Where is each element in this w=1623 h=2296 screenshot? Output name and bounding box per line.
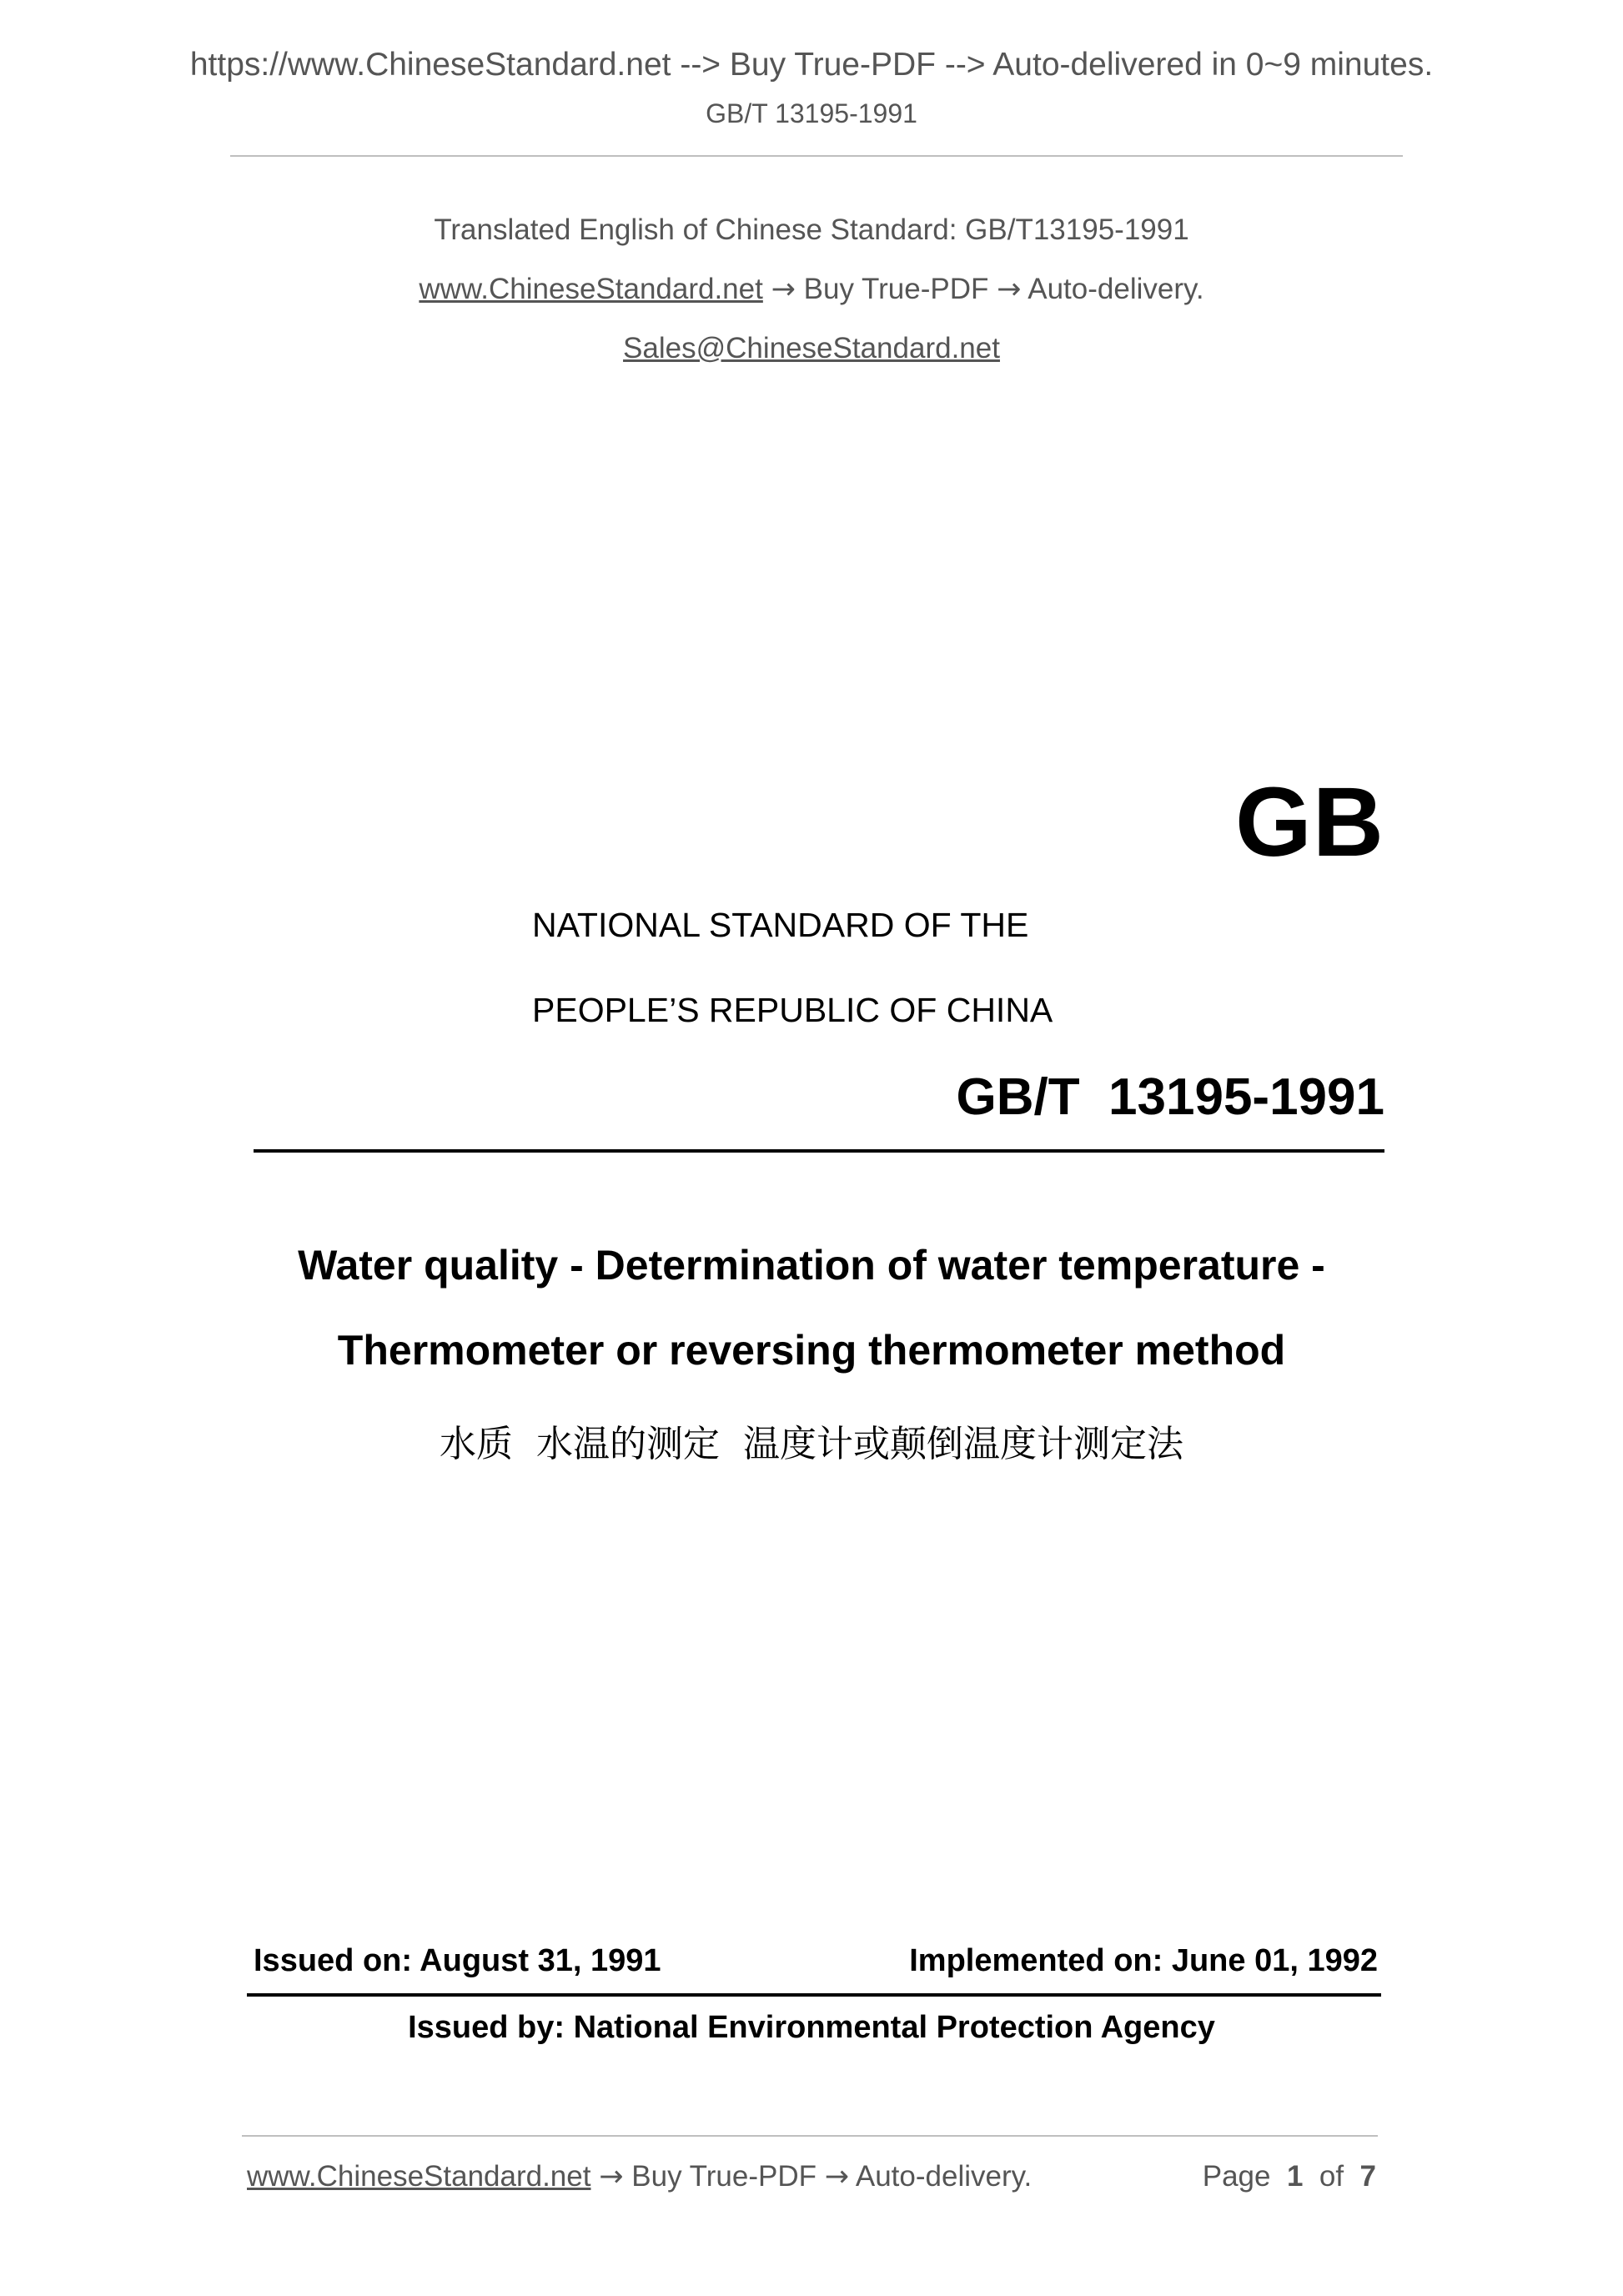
arrow-right-icon: → — [997, 273, 1022, 306]
gb-logo: GB — [1235, 767, 1384, 877]
footer-buy-text: Buy True-PDF — [631, 2160, 817, 2193]
buy-text: Buy True-PDF — [803, 273, 989, 305]
banner-url-link[interactable]: https://www.ChineseStandard.net — [189, 47, 671, 83]
issued-by: Issued by: National Environmental Protection Agency — [408, 2010, 1215, 2045]
banner-arrow: --> — [671, 47, 730, 83]
issued-on: Issued on: August 31, 1991 — [254, 1943, 661, 1978]
english-title-line2: Thermometer or reversing thermometer method — [337, 1327, 1286, 1374]
national-standard-line1: NATIONAL STANDARD OF THE — [532, 906, 1029, 944]
site-link[interactable]: www.ChineseStandard.net — [419, 273, 763, 305]
chinese-title: 水质 水温的测定 温度计或颠倒温度计测定法 — [440, 1423, 1183, 1465]
email-line — [0, 332, 1623, 365]
header-divider — [230, 155, 1403, 157]
top-banner — [0, 47, 1623, 83]
footer-divider — [242, 2135, 1378, 2137]
implemented-on: Implemented on: June 01, 1992 — [909, 1943, 1378, 1978]
footer-auto-text: Auto-delivery. — [855, 2160, 1033, 2193]
banner-buy-text: Buy True-PDF — [729, 47, 936, 83]
page-indicator — [1203, 2160, 1376, 2193]
page-total: 7 — [1359, 2160, 1376, 2193]
page-number: 1 — [1286, 2160, 1304, 2193]
arrow-right-icon: → — [599, 2160, 624, 2193]
arrow-right-icon: → — [824, 2160, 850, 2193]
title-divider — [254, 1149, 1384, 1153]
header-doc-code: GB/T 13195-1991 — [706, 98, 917, 128]
banner-auto-text: Auto-delivered in 0~9 minutes. — [992, 47, 1434, 83]
footer-site-link[interactable]: www.ChineseStandard.net — [247, 2160, 591, 2193]
footer-links — [247, 2160, 1032, 2193]
intro-links-line — [0, 273, 1623, 306]
national-standard-line2: PEOPLE’S REPUBLIC OF CHINA — [532, 991, 1053, 1029]
of-label: of — [1319, 2160, 1344, 2193]
page-label: Page — [1202, 2160, 1271, 2193]
email-link[interactable]: Sales@ChineseStandard.net — [623, 332, 1000, 364]
issue-divider — [247, 1993, 1381, 1997]
banner-arrow: --> — [936, 47, 993, 83]
translated-line: Translated English of Chinese Standard: GB/T13195-1991 — [434, 214, 1189, 246]
arrow-right-icon: → — [771, 273, 796, 306]
english-title-line1: Water quality - Determination of water temperature - — [298, 1242, 1325, 1289]
auto-delivery-text: Auto-delivery. — [1028, 273, 1204, 305]
standard-number: GB/T 13195-1991 — [956, 1068, 1384, 1126]
